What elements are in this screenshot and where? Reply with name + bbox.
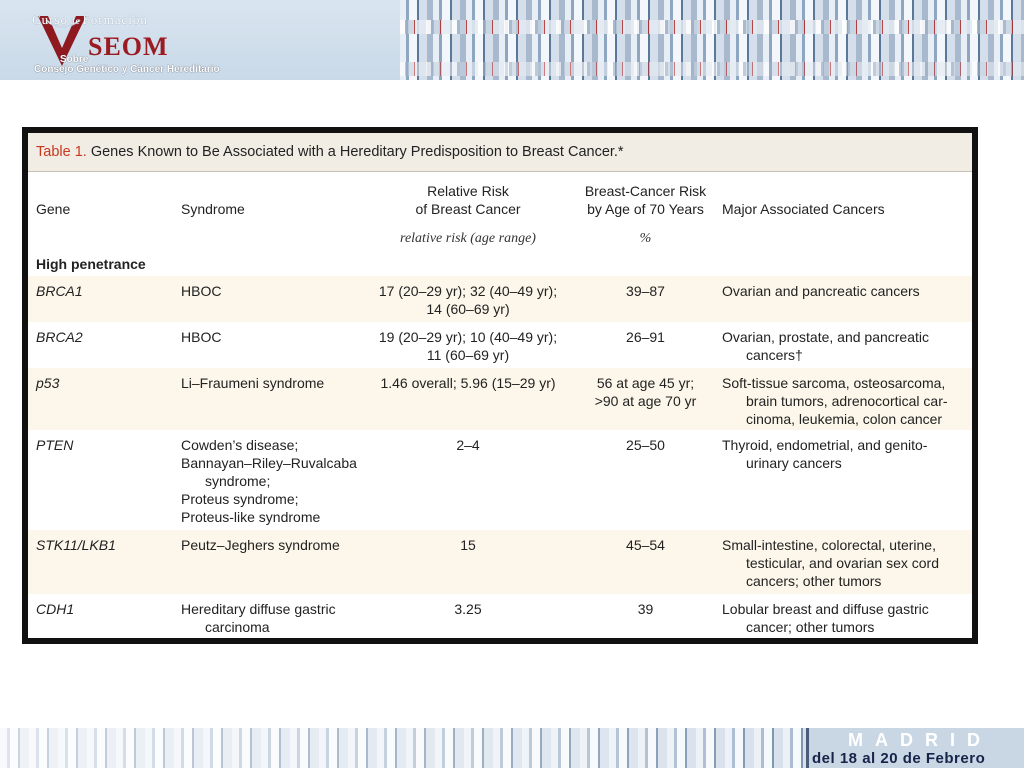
units-relative-risk: relative risk (age range) [400, 231, 536, 246]
logo-subtitle: Consejo Genético y Cáncer Hereditario [34, 64, 220, 75]
header-stripe-band [400, 62, 1024, 76]
cell-major-cancers: Lobular breast and diffuse gastric cancer; other tumors [722, 601, 929, 635]
cell-gene: PTEN [36, 437, 74, 453]
cell-gene: p53 [36, 375, 60, 391]
cell-relative-risk: 2–4 [456, 437, 480, 453]
header-banner [0, 0, 1024, 80]
cell-major-cancers: Ovarian and pancreatic cancers [722, 283, 920, 299]
col-header-syndrome: Syndrome [181, 201, 245, 217]
cell-major-cancers: Ovarian, prostate, and pancreatic cancers† [722, 329, 930, 363]
footer-dates: del 18 al 20 de Febrero [812, 750, 986, 767]
table-row [28, 594, 972, 642]
cell-syndrome: Li–Fraumeni syndrome [181, 375, 325, 391]
cell-relative-risk: 15 [460, 537, 476, 553]
cell-syndrome: Hereditary diffuse gastric carcinoma [181, 601, 336, 635]
section-high-penetrance: High penetrance [36, 256, 146, 272]
footer-fade [0, 728, 810, 768]
cell-breast-cancer-risk: 25–50 [626, 437, 665, 453]
cell-relative-risk: 1.46 overall; 5.96 (15–29 yr) [380, 375, 556, 391]
table-number: Table 1. [36, 144, 87, 160]
cell-gene: STK11/LKB1 [36, 537, 116, 553]
cell-relative-risk: 17 (20–29 yr); 32 (40–49 yr); 14 (60–69 yr) [378, 283, 558, 317]
cell-relative-risk: 19 (20–29 yr); 10 (40–49 yr); 11 (60–69 yr) [378, 329, 558, 363]
col-header-gene: Gene [36, 201, 71, 217]
cell-gene: BRCA1 [36, 283, 83, 299]
table-row [28, 322, 972, 368]
header-stripes [400, 0, 1024, 80]
cell-breast-cancer-risk: 39 [637, 601, 654, 617]
cell-breast-cancer-risk: 26–91 [626, 329, 665, 345]
table-header-row [28, 172, 972, 230]
cell-gene: BRCA2 [36, 329, 83, 345]
cell-syndrome: HBOC [181, 283, 222, 299]
cell-syndrome: HBOC [181, 329, 222, 345]
logo-sobre: Sobre [60, 54, 89, 65]
table-title [28, 133, 972, 172]
table-row [28, 430, 972, 530]
header-stripe-band [400, 20, 1024, 34]
cell-major-cancers: Thyroid, endometrial, and genito- urinary cancers [722, 437, 928, 471]
cell-relative-risk: 3.25 [454, 601, 482, 617]
genes-table [22, 127, 978, 644]
logo-brand: SEOM [88, 32, 169, 61]
col-header-relative-risk: Relative Risk of Breast Cancer [415, 183, 521, 217]
cell-syndrome: Peutz–Jeghers syndrome [181, 537, 340, 553]
logo-course-title: Curso de Formación [32, 12, 148, 27]
col-header-breast-cancer-risk: Breast-Cancer Risk by Age of 70 Years [584, 183, 707, 217]
table-caption: Genes Known to Be Associated with a Hereditary Predisposition to Breast Cancer.* [86, 144, 624, 160]
table-row [28, 368, 972, 430]
cell-breast-cancer-risk: 56 at age 45 yr; >90 at age 70 yr [594, 375, 697, 409]
cell-breast-cancer-risk: 45–54 [626, 537, 665, 553]
footer-divider [806, 728, 809, 768]
cell-major-cancers: Soft-tissue sarcoma, osteosarcoma, brain tumors, adrenocortical car- cinoma, leukemia, colon cancer [722, 375, 948, 427]
col-header-major-cancers: Major Associated Cancers [722, 201, 885, 217]
table-row [28, 276, 972, 322]
cell-breast-cancer-risk: 39–87 [626, 283, 665, 299]
cell-gene: CDH1 [36, 601, 75, 617]
units-percent: % [639, 231, 652, 246]
cell-syndrome: Cowden’s disease; Bannayan–Riley–Ruvalcaba syndrome; Proteus syndrome; Proteus-like syndrome [181, 437, 357, 525]
cell-major-cancers: Small-intestine, colorectal, uterine, testicular, and ovarian sex cord cancers; other tumors [722, 537, 939, 589]
table-row [28, 530, 972, 594]
table-body [28, 276, 972, 642]
units-row [28, 230, 972, 252]
course-logo [0, 0, 400, 80]
footer-city: MADRID [848, 730, 992, 750]
